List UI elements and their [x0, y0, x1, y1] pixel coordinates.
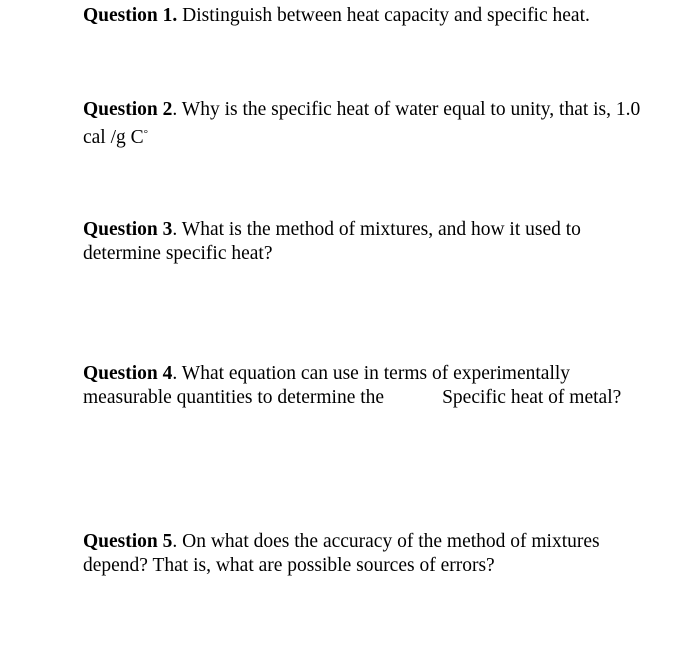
question-3-label: Question 3: [83, 219, 173, 240]
question-4-text-before-gap: . What equation can use in terms of experimentally measurable quantities to determine the: [83, 363, 571, 408]
question-5-label: Question 5: [83, 531, 173, 552]
degree-mark: °: [143, 128, 149, 140]
question-5-text: . On what does the accuracy of the method of mixtures depend? That is, what are possible sources of errors?: [83, 531, 600, 576]
question-3: [83, 218, 643, 266]
question-3-text: . What is the method of mixtures, and how it used to determine specific heat?: [83, 219, 581, 264]
question-1-text: Distinguish between heat capacity and specific heat.: [177, 5, 590, 26]
question-2-label: Question 2: [83, 99, 173, 120]
question-5: [83, 530, 643, 578]
question-1: [83, 4, 643, 28]
question-2: [83, 98, 643, 150]
question-4-text-after-gap: Specific heat of metal?: [442, 387, 622, 408]
question-4: [83, 362, 643, 410]
question-2-text: . Why is the specific heat of water equal to unity, that is, 1.0 cal /g C: [83, 99, 641, 148]
question-1-label: Question 1.: [83, 5, 178, 26]
question-4-label: Question 4: [83, 363, 173, 384]
